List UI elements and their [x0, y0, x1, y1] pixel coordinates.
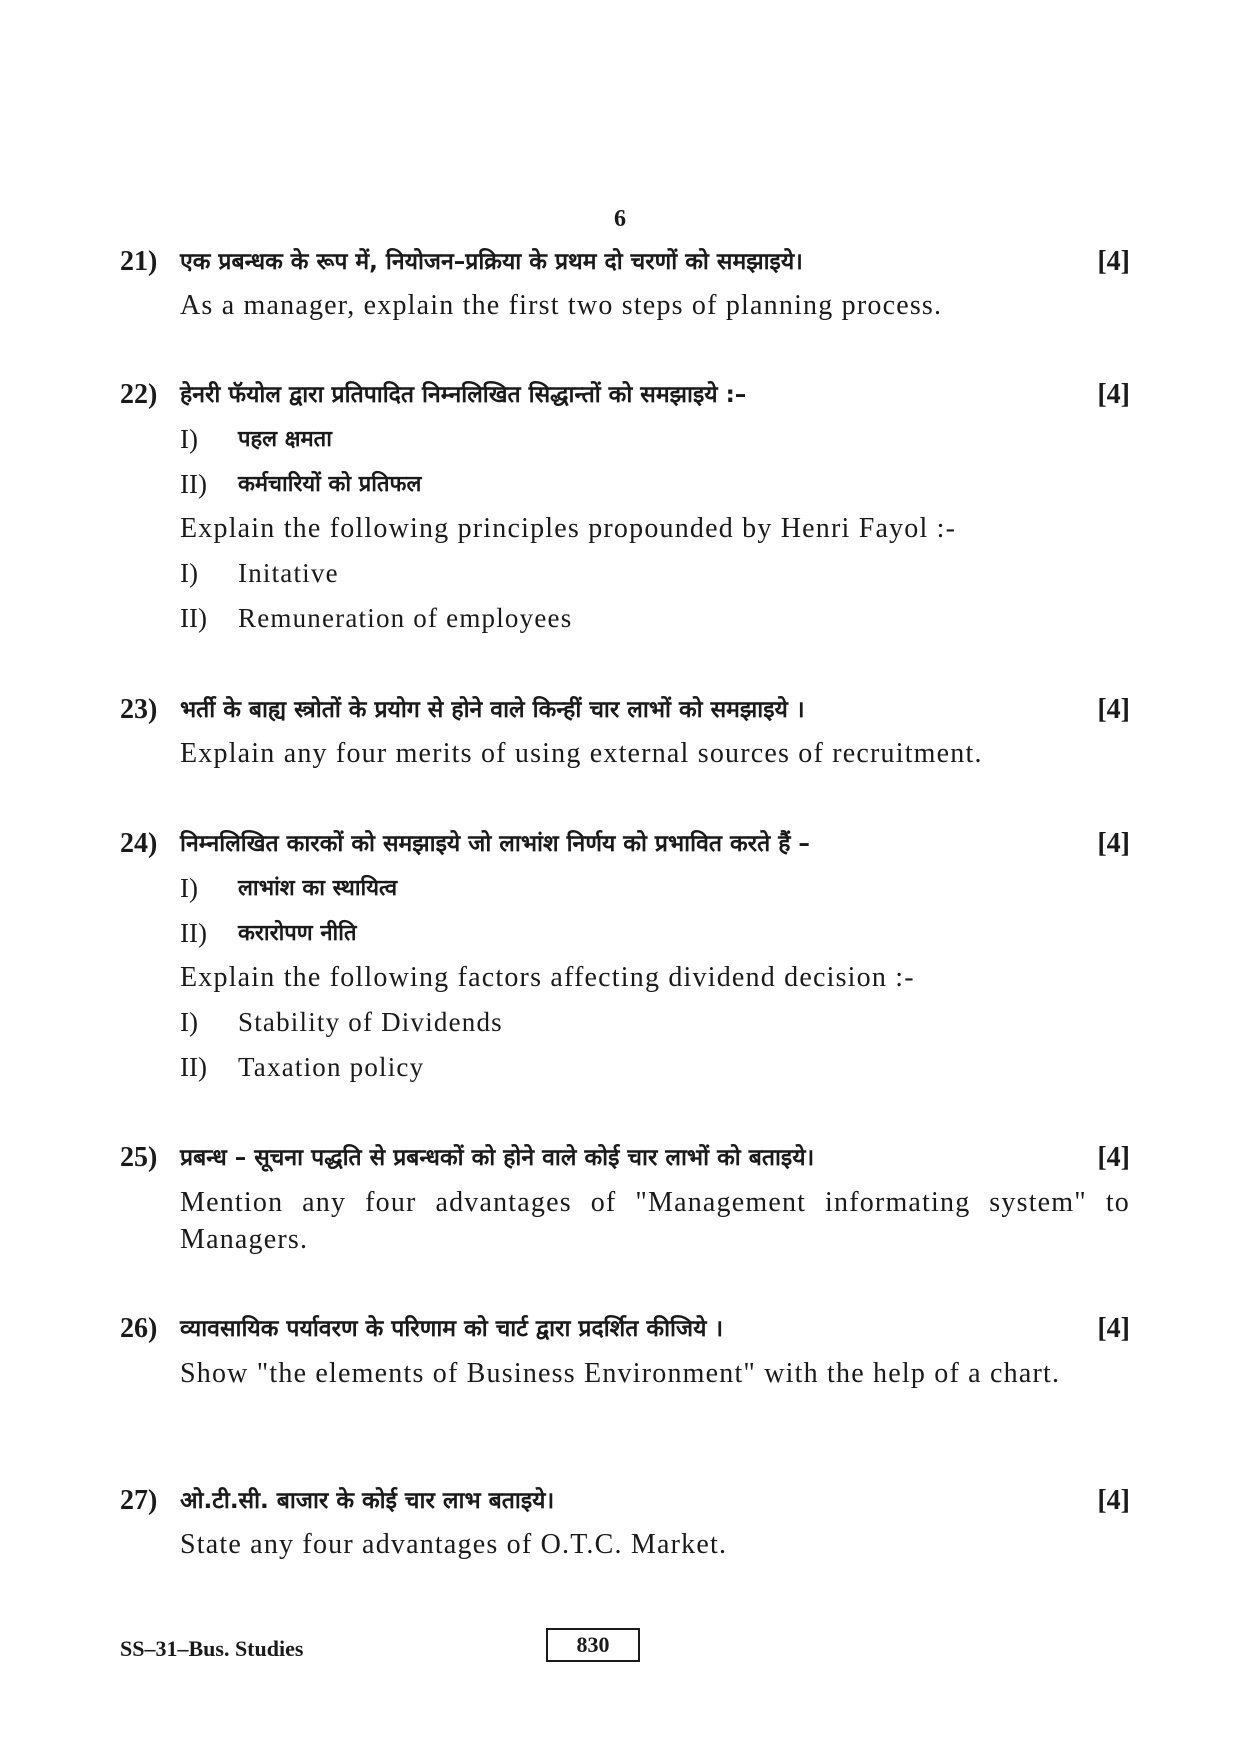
question-number: 22): [120, 379, 158, 410]
question-hindi-text: एक प्रबन्धक के रूप में, नियोजन–प्रक्रिया के प्रथम दो चरणों को समझाइये।: [180, 249, 803, 275]
question-english-text: Show "the elements of Business Environment" with the help of a chart.: [180, 1358, 1061, 1389]
question-hindi-text: व्यावसायिक पर्यावरण के परिणाम को चार्ट द्वारा प्रदर्शित कीजिये ।: [180, 1316, 724, 1342]
page-number: 6: [614, 206, 626, 232]
hindi-sub-item: [180, 417, 1130, 462]
question-number: 24): [120, 828, 158, 859]
question-number: 21): [120, 246, 158, 277]
question-english-text: State any four advantages of O.T.C. Market.: [180, 1529, 728, 1560]
sub-item-text: Remuneration of employees: [238, 603, 573, 633]
footer-page-code-box: 830: [546, 1628, 640, 1662]
sub-item-text: Stability of Dividends: [238, 1007, 503, 1037]
question-23: [120, 688, 1130, 776]
question-hindi-text: ओ.टी.सी. बाजार के कोई चार लाभ बताइये।: [180, 1488, 555, 1514]
sub-item-number: I): [180, 424, 198, 454]
question-header: [120, 373, 1130, 417]
question-header: [120, 1479, 1130, 1523]
question-number: 26): [120, 1313, 158, 1344]
question-english-text: Explain any four merits of using external sources of recruitment.: [180, 738, 983, 769]
question-27: [120, 1479, 1130, 1567]
sub-item-number: II): [180, 469, 207, 499]
english-sub-item: [180, 551, 1130, 596]
english-sub-item: [180, 596, 1130, 641]
question-header: [120, 822, 1130, 866]
english-sub-item: [180, 1000, 1130, 1045]
sub-item-text: Taxation policy: [238, 1052, 425, 1082]
question-number: 23): [120, 694, 158, 725]
sub-item-text: Initative: [238, 558, 339, 588]
sub-item-text: पहल क्षमता: [238, 427, 332, 452]
sub-item-number: II): [180, 1052, 207, 1082]
sub-item-number: I): [180, 873, 198, 903]
hindi-sub-item: [180, 911, 1130, 956]
question-25: [120, 1136, 1130, 1258]
question-26: [120, 1307, 1130, 1392]
sub-item-text: कर्मचारियों को प्रतिफल: [238, 472, 422, 497]
english-sub-item: [180, 1045, 1130, 1090]
sub-item-number: I): [180, 1007, 198, 1037]
question-hindi-text: भर्ती के बाह्य स्त्रोतों के प्रयोग से होने वाले किन्हीं चार लाभों को समझाइये ।: [180, 697, 805, 723]
sub-item-text: लाभांश का स्थायित्व: [238, 876, 398, 901]
question-marks: [4]: [1097, 246, 1130, 277]
sub-item-number: II): [180, 918, 207, 948]
question-hindi-text: प्रबन्ध – सूचना पद्धति से प्रबन्धकों को होने वाले कोई चार लाभों को बताइये।: [180, 1145, 815, 1171]
question-22: [120, 373, 1130, 641]
question-english-text: Explain the following factors affecting dividend decision :-: [180, 962, 915, 993]
question-english-text: Explain the following principles propounded by Henri Fayol :-: [180, 513, 957, 544]
hindi-sub-item: [180, 866, 1130, 911]
question-header: [120, 1136, 1130, 1180]
question-marks: [4]: [1097, 1313, 1130, 1344]
question-hindi-text: निम्नलिखित कारकों को समझाइये जो लाभांश निर्णय को प्रभावित करते हैं –: [180, 831, 810, 857]
question-marks: [4]: [1097, 379, 1130, 410]
question-marks: [4]: [1097, 1485, 1130, 1516]
question-marks: [4]: [1097, 828, 1130, 859]
sub-item-text: करारोपण नीति: [238, 921, 357, 946]
question-number: 25): [120, 1142, 158, 1173]
question-hindi-text: हेनरी फॅयोल द्वारा प्रतिपादित निम्नलिखित सिद्धान्तों को समझाइये :–: [180, 382, 747, 408]
question-number: 27): [120, 1485, 158, 1516]
footer-paper-code: SS–31–Bus. Studies: [120, 1636, 304, 1661]
question-marks: [4]: [1097, 1142, 1130, 1173]
question-24: [120, 822, 1130, 1090]
question-header: [120, 240, 1130, 284]
question-header: [120, 1307, 1130, 1351]
question-english-text: As a manager, explain the first two steps of planning process.: [180, 290, 943, 321]
question-english-text: Mention any four advantages of "Management informating system" to Managers.: [180, 1187, 1130, 1255]
question-marks: [4]: [1097, 694, 1130, 725]
hindi-sub-item: [180, 462, 1130, 507]
question-21: [120, 240, 1130, 328]
sub-item-number: II): [180, 603, 207, 633]
sub-item-number: I): [180, 558, 198, 588]
question-header: [120, 688, 1130, 732]
